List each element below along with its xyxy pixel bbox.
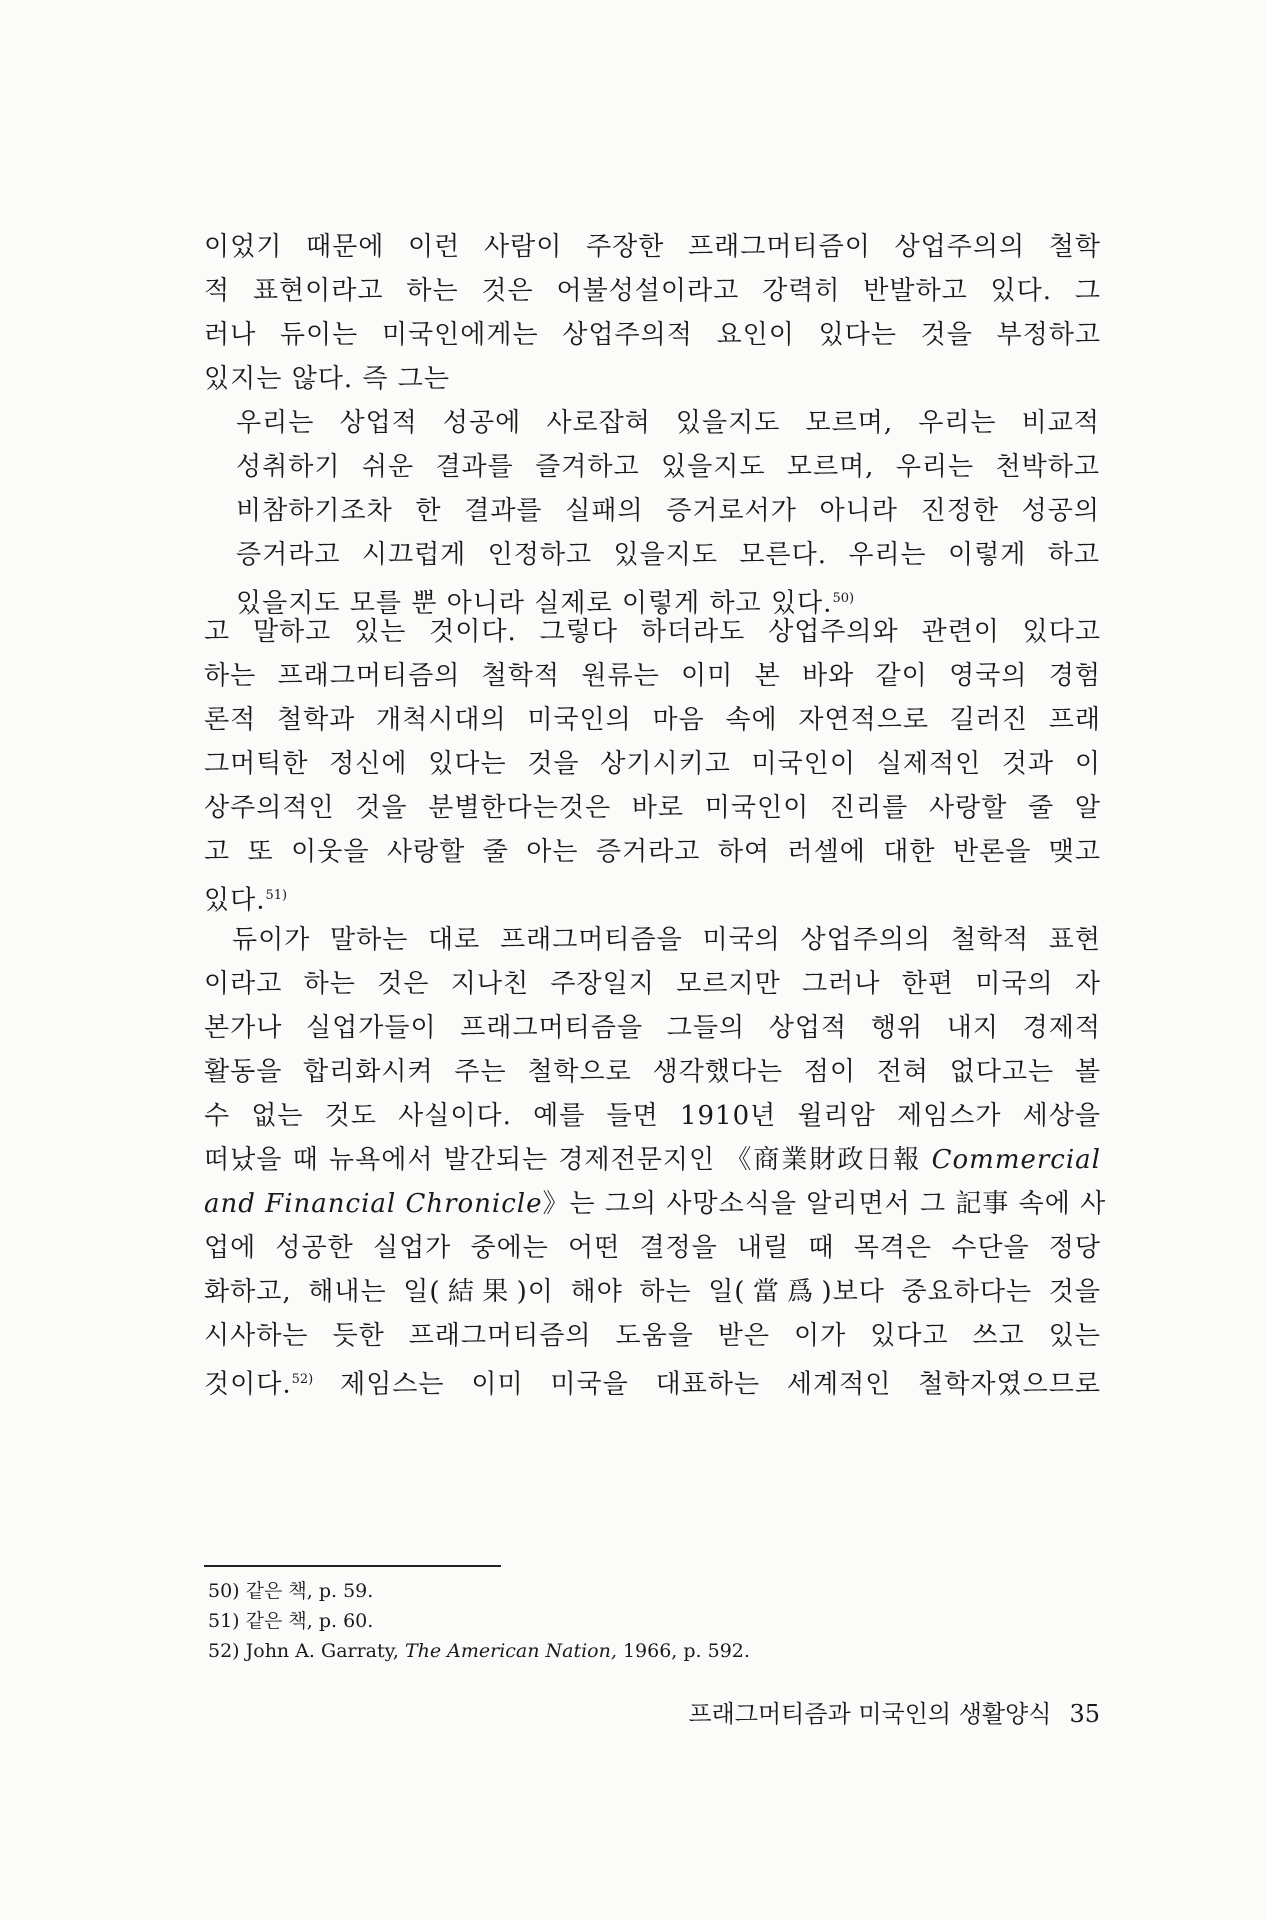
text-line: 화하고, 해내는 일(結果)이 해야 하는 일(當爲)보다 중요하다는 것을 — [204, 1277, 1101, 1307]
text-line: 적 표현이라고 하는 것은 어불성설이라고 강력히 반발하고 있다. 그 — [204, 276, 1101, 306]
text-line: 러나 듀이는 미국인에게는 상업주의적 요인이 있다는 것을 부정하고 — [204, 320, 1101, 350]
quote-line: 성취하기 쉬운 결과를 즐겨하고 있을지도 모르며, 우리는 천박하고 — [236, 452, 1100, 482]
footnote-ref-51: 51) — [265, 888, 288, 903]
running-title: 프래그머티즘과 미국인의 생활양식 — [688, 1700, 1052, 1728]
page-number: 35 — [1069, 1700, 1100, 1728]
footnote-ref-50: 50) — [832, 591, 855, 606]
text-line: 론적 철학과 개척시대의 미국인의 마음 속에 자연적으로 길러진 프래 — [204, 705, 1101, 735]
text-line: 시사하는 듯한 프래그머티즘의 도움을 받은 이가 있다고 쓰고 있는 — [204, 1321, 1101, 1351]
footnote-51 — [208, 1606, 908, 1636]
para2-last-text: 있다. — [204, 885, 266, 916]
text-line: 이라고 하는 것은 지나친 주장일지 모르지만 그러나 한편 미국의 자 — [204, 969, 1101, 999]
journal-title-en-2: and Financial Chronicle — [204, 1189, 543, 1219]
text-line: 고 말하고 있는 것이다. 그렇다 하더라도 상업주의와 관련이 있다고 — [204, 617, 1101, 647]
text-line — [204, 1182, 1107, 1226]
para3-line6-text: 떠났을 때 뉴욕에서 발간되는 경제전문지인 《商業財政日報 — [204, 1145, 932, 1175]
text-line: 이었기 때문에 이런 사람이 주장한 프래그머티즘이 상업주의의 철학 — [204, 232, 1101, 262]
footnote-number: 51) — [208, 1610, 240, 1632]
footnote-52 — [208, 1636, 908, 1666]
text-line: 그머틱한 정신에 있다는 것을 상기시키고 미국인이 실제적인 것과 이 — [204, 749, 1101, 779]
quote-last-text: 있을지도 모를 뿐 아니라 실제로 이렇게 하고 있다. — [236, 588, 833, 619]
text-line: 수 없는 것도 사실이다. 예를 들면 1910년 윌리암 제임스가 세상을 — [204, 1101, 1101, 1131]
paragraph-1 — [204, 225, 1101, 401]
footnote-text-tail: 1966, p. 592. — [616, 1640, 750, 1662]
text-line: 있지는 않다. 즉 그는 — [204, 364, 450, 394]
para3-last-start: 것이다. — [204, 1369, 292, 1400]
para3-last-rest: 제임스는 이미 미국을 대표하는 세계적인 철학자였으므로 — [313, 1369, 1101, 1400]
journal-title-en-1: Commercial — [931, 1145, 1101, 1175]
footnote-50 — [208, 1576, 908, 1606]
paragraph-2 — [204, 610, 1101, 918]
footnote-text-plain: John A. Garraty, — [245, 1640, 405, 1662]
text-line: 업에 성공한 실업가 중에는 어떤 결정을 내릴 때 목격은 수단을 정당 — [204, 1233, 1101, 1263]
footnote-book-title: The American Nation, — [404, 1640, 617, 1662]
text-line — [204, 1358, 1101, 1402]
footnote-number: 50) — [208, 1580, 240, 1602]
text-line: 듀이가 말하는 대로 프래그머티즘을 미국의 상업주의의 철학적 표현 — [232, 925, 1101, 955]
paragraph-3 — [204, 918, 1107, 1402]
text-line: 본가나 실업가들이 프래그머티즘을 그들의 상업적 행위 내지 경제적 — [204, 1013, 1101, 1043]
block-quote — [236, 401, 1100, 621]
text-line: 활동을 합리화시켜 주는 철학으로 생각했다는 점이 전혀 없다고는 볼 — [204, 1057, 1101, 1087]
text-line — [204, 1138, 1101, 1182]
quote-line: 증거라고 시끄럽게 인정하고 있을지도 모른다. 우리는 이렇게 하고 — [236, 540, 1100, 570]
footnote-ref-52: 52) — [291, 1372, 314, 1387]
para3-line7-rest: 》는 그의 사망소식을 알리면서 그 記事 속에 사 — [542, 1189, 1107, 1219]
footnote-divider — [204, 1565, 501, 1567]
text-line: 고 또 이웃을 사랑할 줄 아는 증거라고 하여 러셀에 대한 반론을 맺고 — [204, 837, 1101, 867]
footnote-number: 52) — [208, 1640, 240, 1662]
text-line: 상주의적인 것을 분별한다는것은 바로 미국인이 진리를 사랑할 줄 알 — [204, 793, 1101, 823]
footnote-text: 같은 책, p. 60. — [245, 1610, 374, 1632]
footnote-text: 같은 책, p. 59. — [245, 1580, 374, 1602]
running-footer — [580, 1697, 1100, 1731]
text-line: 하는 프래그머티즘의 철학적 원류는 이미 본 바와 같이 영국의 경험 — [204, 661, 1101, 691]
text-line — [204, 874, 1101, 918]
footnotes — [208, 1576, 908, 1666]
quote-line: 비참하기조차 한 결과를 실패의 증거로서가 아니라 진정한 성공의 — [236, 496, 1100, 526]
quote-line: 우리는 상업적 성공에 사로잡혀 있을지도 모르며, 우리는 비교적 — [236, 408, 1100, 438]
